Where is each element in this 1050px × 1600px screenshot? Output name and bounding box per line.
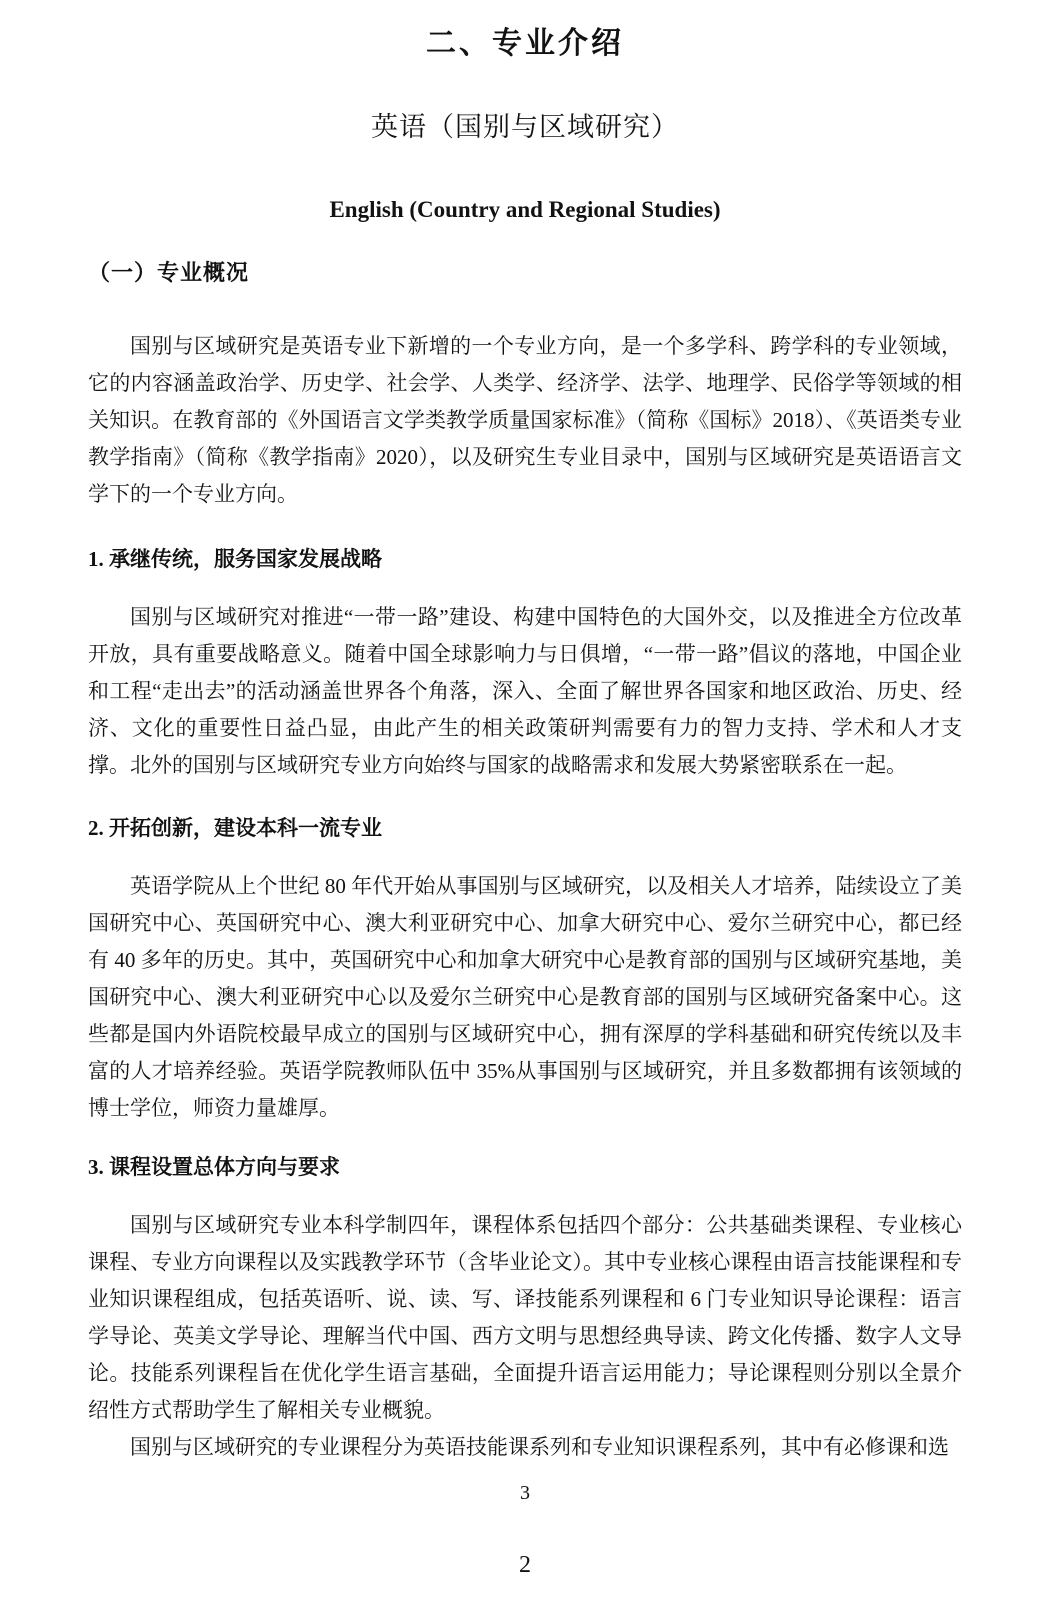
subsection-1-heading: 1. 承继传统，服务国家发展战略 — [88, 547, 382, 571]
subsection-3-paragraph-1: 国别与区域研究专业本科学制四年，课程体系包括四个部分：公共基础类课程、专业核心课程、专业方向课程以及实践教学环节（含毕业论文）。其中专业核心课程由语言技能课程和专业知识课程组成，包括英语听、说、读、写、译技能系列课程和 6 门专业知识导论课程：语言学导论、英美文学导论、理解当代中国、西方文明与思想经典导读、跨文化传播、数字人文导论。技能系列课程旨在优化学生语言基础，全面提升语言运用能力；导论课程则分别以全景介绍性方式帮助学生了解相关专业概貌。 — [88, 1213, 962, 1422]
intro-paragraph: 国别与区域研究是英语专业下新增的一个专业方向，是一个多学科、跨学科的专业领域，它的内容涵盖政治学、历史学、社会学、人类学、经济学、法学、地理学、民俗学等领域的相关知识。在教育部的《外国语言文学类教学质量国家标准》（简称《国标》2018）、《英语类专业教学指南》（简称《教学指南》2020），以及研究生专业目录中，国别与区域研究是英语语言文学下的一个专业方向。 — [88, 334, 962, 506]
subsection-2-heading: 2. 开拓创新，建设本科一流专业 — [88, 816, 382, 840]
doc-english-title: English (Country and Regional Studies) — [329, 197, 721, 222]
subsection-1-paragraph: 国别与区域研究对推进“一带一路”建设、构建中国特色的大国外交，以及推进全方位改革开放，具有重要战略意义。随着中国全球影响力与日俱增，“一带一路”倡议的落地，中国企业和工程“走出去”的活动涵盖世界各个角落，深入、全面了解世界各国家和地区政治、历史、经济、文化的重要性日益凸显，由此产生的相关政策研判需要有力的智力支持、学术和人才支撑。北外的国别与区域研究专业方向始终与国家的战略需求和发展大势紧密联系在一起。 — [88, 605, 962, 777]
subsection-2-paragraph: 英语学院从上个世纪 80 年代开始从事国别与区域研究，以及相关人才培养，陆续设立了美国研究中心、英国研究中心、澳大利亚研究中心、加拿大研究中心、爱尔兰研究中心，都已经有 40 多年的历史。其中，英国研究中心和加拿大研究中心是教育部的国别与区域研究基地，美国研究中心、澳大利亚研究中心以及爱尔兰研究中心是教育部的国别与区域研究备案中心。这些都是国内外语院校最早成立的国别与区域研究中心，拥有深厚的学科基础和研究传统以及丰富的人才培养经验。英语学院教师队伍中 35%从事国别与区域研究，并且多数都拥有该领域的博士学位，师资力量雄厚。 — [88, 874, 962, 1120]
subsection-3-paragraph-2: 国别与区域研究的专业课程分为英语技能课系列和专业知识课程系列，其中有必修课和选 — [130, 1435, 949, 1459]
inner-page-number: 3 — [520, 1482, 530, 1504]
section-heading: （一）专业概况 — [88, 260, 250, 285]
subsection-3-heading: 3. 课程设置总体方向与要求 — [88, 1155, 340, 1179]
doc-title: 二、专业介绍 — [426, 27, 624, 60]
outer-page-number: 2 — [519, 1552, 531, 1578]
doc-subtitle: 英语（国别与区域研究） — [371, 112, 679, 142]
